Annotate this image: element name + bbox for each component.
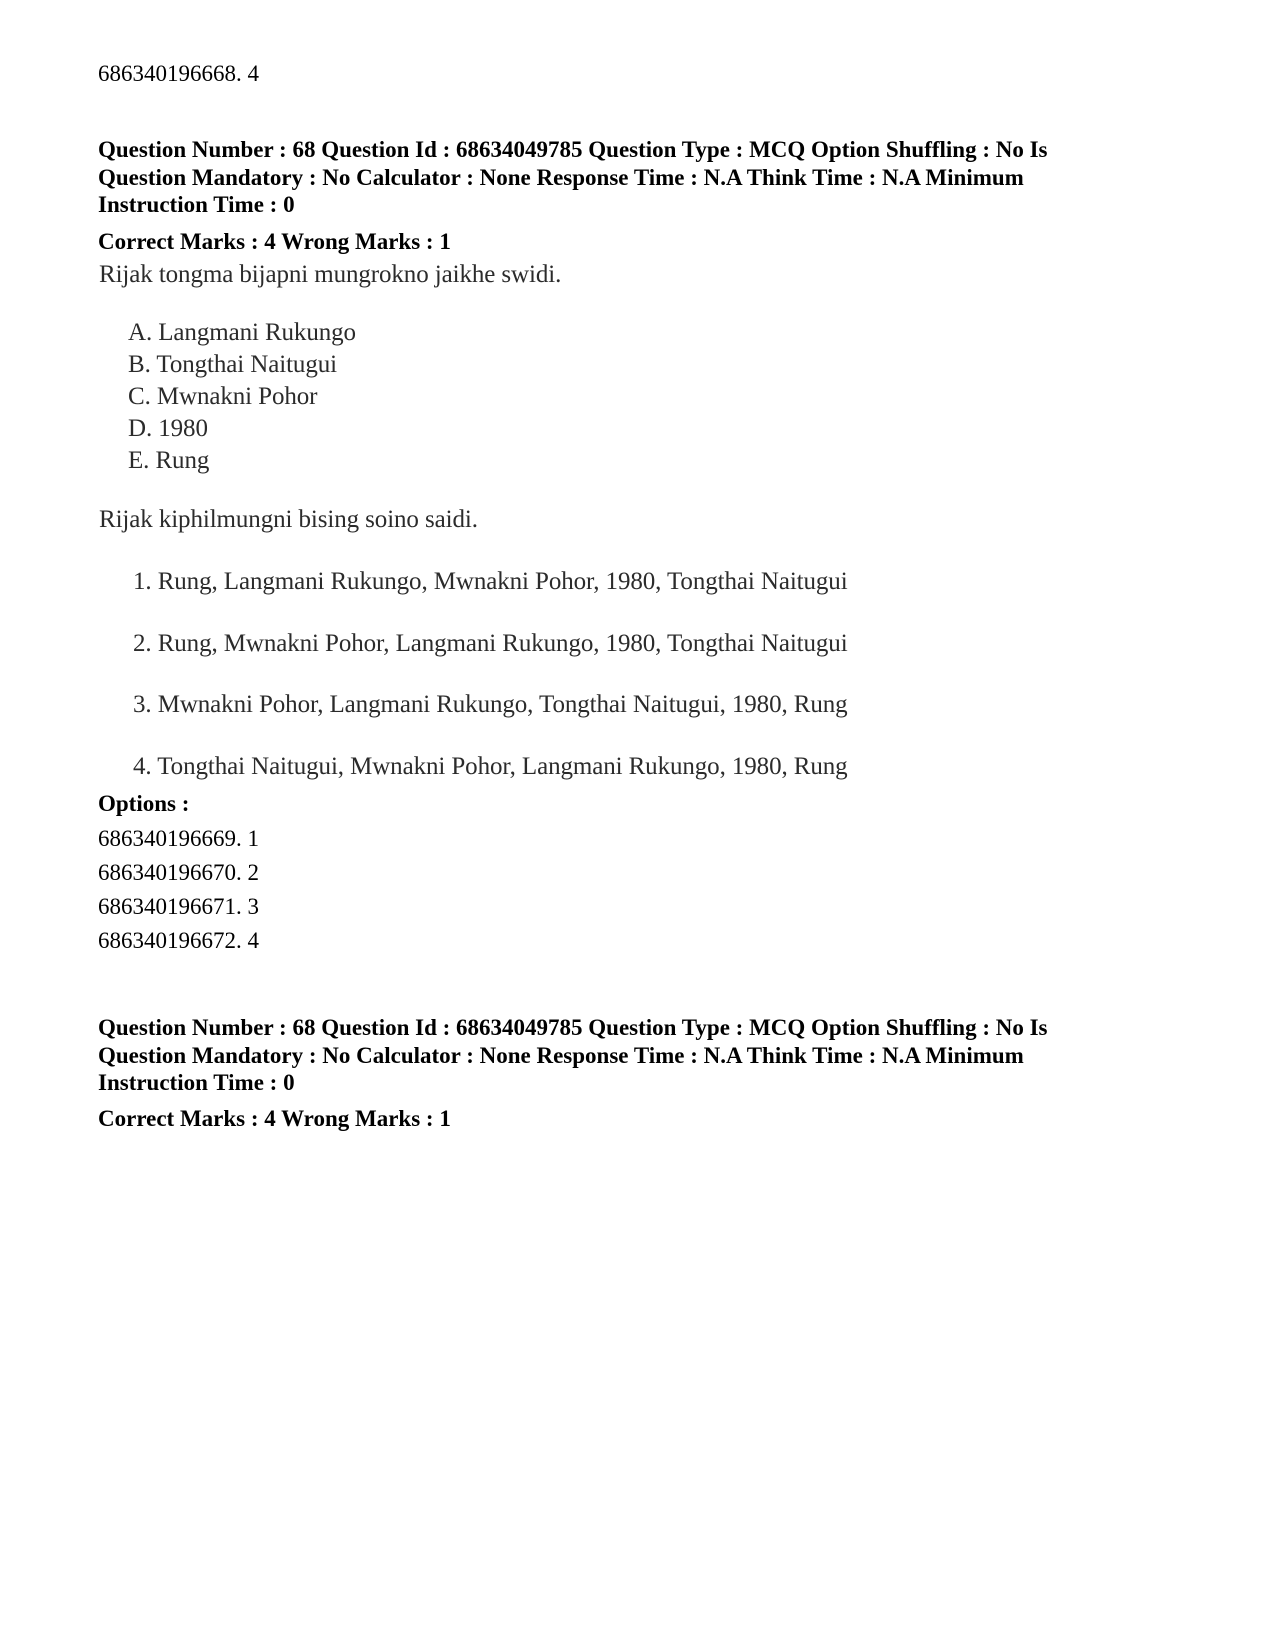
answer-choice: 3. Mwnakni Pohor, Langmani Rukungo, Tongthai Naitugui, 1980, Rung [133, 691, 848, 718]
question-instruction: Rijak kiphilmungni bising soino saidi. [99, 506, 478, 533]
question-marks: Correct Marks : 4 Wrong Marks : 1 [98, 229, 451, 254]
question-meta [98, 136, 1198, 219]
option-line: 686340196670. 2 [98, 860, 259, 885]
question-meta-line-2: Question Mandatory : No Calculator : None Response Time : N.A Think Time : N.A Minimum [98, 1042, 1024, 1068]
option-line: 686340196669. 1 [98, 826, 259, 851]
question-prompt: Rijak tongma bijapni mungrokno jaikhe swidi. [99, 261, 562, 288]
option-line: 686340196672. 4 [98, 928, 259, 953]
question-meta-line-3: Instruction Time : 0 [98, 192, 295, 217]
list-item: A. Langmani Rukungo [128, 319, 356, 346]
question-meta-line-1: Question Number : 68 Question Id : 68634049785 Question Type : MCQ Option Shuffling : No Is [98, 137, 1048, 162]
list-item: B. Tongthai Naitugui [128, 351, 337, 378]
options-label: Options : [98, 791, 190, 816]
answer-choice: 1. Rung, Langmani Rukungo, Mwnakni Pohor, 1980, Tongthai Naitugui [133, 568, 848, 595]
question-meta-line-1: Question Number : 68 Question Id : 68634049785 Question Type : MCQ Option Shuffling : No Is [98, 1015, 1048, 1040]
list-item: D. 1980 [128, 415, 208, 442]
answer-choice: 2. Rung, Mwnakni Pohor, Langmani Rukungo, 1980, Tongthai Naitugui [133, 630, 848, 657]
list-item: C. Mwnakni Pohor [128, 383, 318, 410]
question-meta [98, 1014, 1198, 1097]
question-meta-line-3: Instruction Time : 0 [98, 1070, 295, 1095]
answer-choice: 4. Tongthai Naitugui, Mwnakni Pohor, Langmani Rukungo, 1980, Rung [133, 753, 848, 780]
question-meta-line-2: Question Mandatory : No Calculator : None Response Time : N.A Think Time : N.A Minimum [98, 164, 1024, 190]
list-item: E. Rung [128, 447, 210, 474]
option-line: 686340196671. 3 [98, 894, 259, 919]
question-marks: Correct Marks : 4 Wrong Marks : 1 [98, 1106, 451, 1131]
previous-option-line: 686340196668. 4 [98, 61, 259, 86]
